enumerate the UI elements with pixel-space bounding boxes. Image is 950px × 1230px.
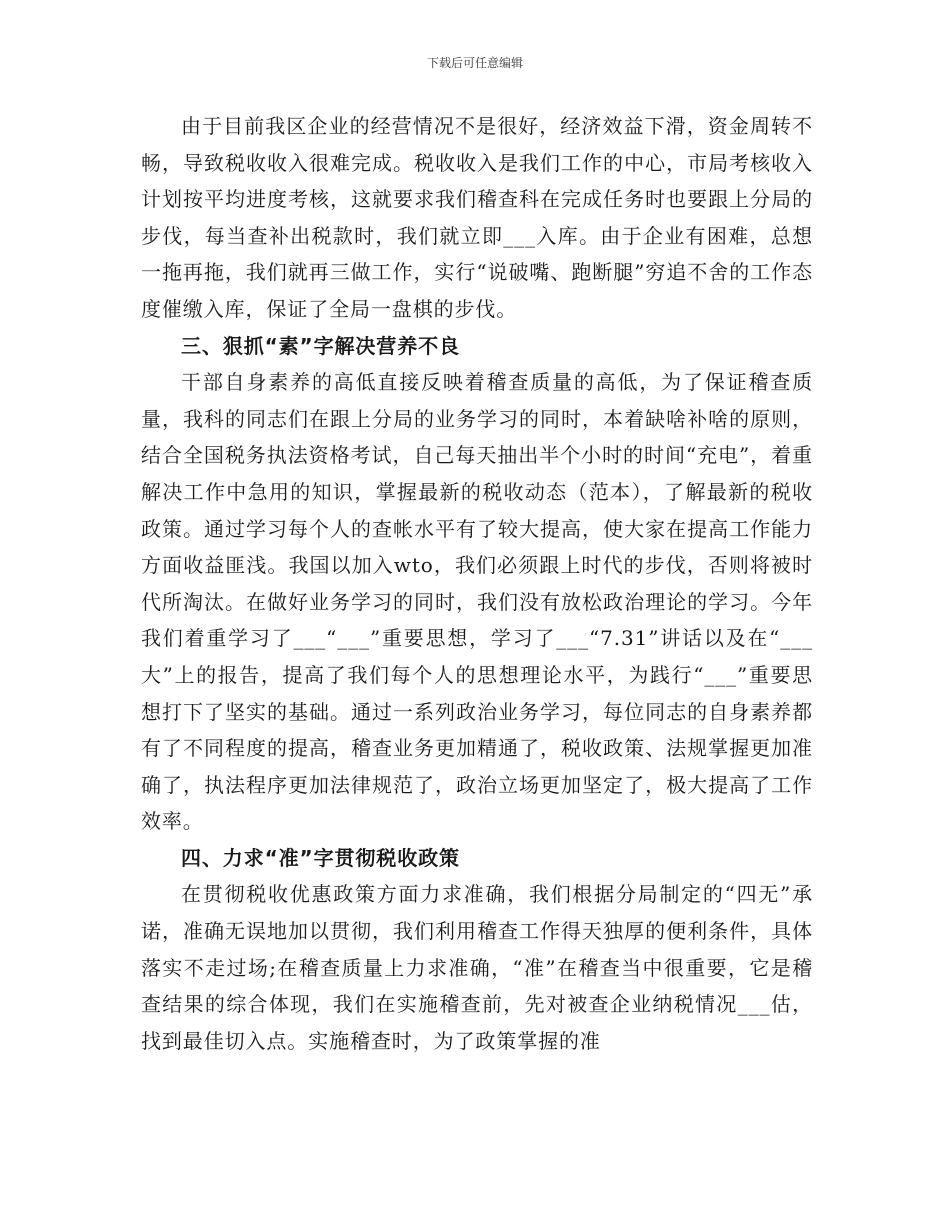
paragraph-1: 由于目前我区企业的经营情况不是很好，经济效益下滑，资金周转不畅，导致税收收入很难完成。税收收入是我们工作的中心，市局考核收入计划按平均进度考核，这就要求我们稽查科在完成任务时也要跟上分局的步伐，每当查补出税款时，我们就立即___入库。由于企业有困难，总想一拖再拖，我们就再三做工作，实行“说破嘴、跑断腿”穷追不舍的工作态度催缴入库，保证了全局一盘棋的步伐。: [141, 114, 813, 321]
paragraph-3: 在贯彻税收优惠政策方面力求准确，我们根据分局制定的“四无”承诺，准确无误地加以贯彻，我们利用稽查工作得天独厚的便利条件，具体落实不走过场;在稽查质量上力求准确，“准”在稽查当中很重要，它是稽查结果的综合体现，我们在实施稽查前，先对被查企业纳税情况___估，找到最佳切入点。实施稽查时，为了政策掌握的准: [141, 882, 813, 1053]
document-body: [141, 108, 813, 1059]
section-heading-3: 三、狠抓“素”字解决营养不良: [181, 333, 460, 358]
section-heading-4: 四、力求“准”字贯彻税收政策: [181, 845, 460, 870]
page-header: 下载后可任意编辑: [426, 56, 523, 70]
paragraph-2: 干部自身素养的高低直接反映着稽查质量的高低，为了保证稽查质量，我科的同志们在跟上分局的业务学习的同时，本着缺啥补啥的原则，结合全国税务执法资格考试，自己每天抽出半个小时的时间“充电”，着重解决工作中急用的知识，掌握最新的税收动态（范本），了解最新的税收政策。通过学习每个人的查帐水平有了较大提高，使大家在提高工作能力方面收益匪浅。我国以加入wto，我们必须跟上时代的步伐，否则将被时代所淘汰。在做好业务学习的同时，我们没有放松政治理论的学习。今年我们着重学习了___“___”重要思想，学习了___“7.31”讲话以及在“___大”上的报告，提高了我们每个人的思想理论水平，为践行“___”重要思想打下了坚实的基础。通过一系列政治业务学习，每位同志的自身素养都有了不同程度的提高，稽查业务更加精通了，税收政策、法规掌握更加准确了，执法程序更加法律规范了，政治立场更加坚定了，极大提高了工作效率。: [141, 370, 813, 834]
